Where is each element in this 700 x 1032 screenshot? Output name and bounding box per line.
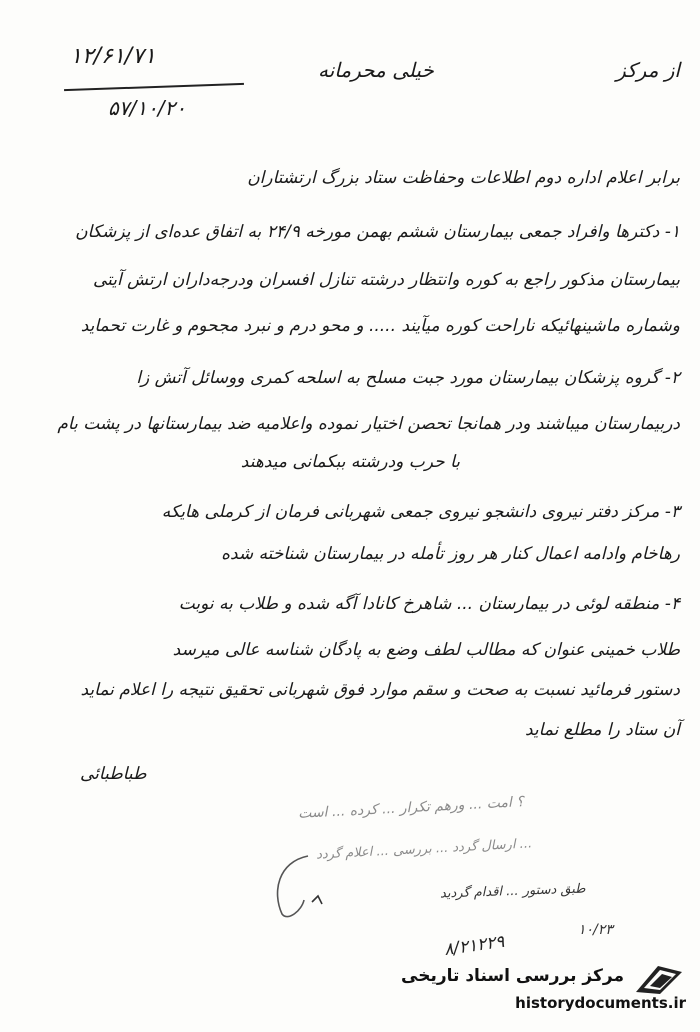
archive-watermark (401, 960, 700, 1032)
body-line: دربیمارستان میباشند ودر همانجا تحصن اختیار نموده واعلامیه ضد بیمارستانها در پشت بام (57, 414, 680, 434)
pen-annotation-date: ۱۰/۲۳ (578, 922, 613, 938)
body-line: وشماره ماشینهائیکه ناراحت کوره میآیند ..... و محو درم و نبرد مجحوم و غارت تحماید (80, 316, 680, 336)
body-line: ۲- گروه پزشکان بیمارستان مورد جبت مسلح به اسلحه کمری ووسائل آتش زا (136, 368, 680, 388)
archive-number: ۸/۲۱۲۲۹ (442, 931, 506, 961)
archive-logo-icon (632, 962, 686, 996)
signature: طباطبائی (80, 764, 147, 784)
classification-label: خیلی محرمانه (318, 58, 434, 82)
reference-divider (64, 83, 244, 91)
archive-website: historydocuments.ir (515, 994, 686, 1012)
body-line: ۴- منطقه لوئی در بیمارستان ... شاهرخ کانادا آگه شده و طلاب به نوبت (178, 594, 680, 614)
pencil-annotation: ؟ امت ... ورهم تکرار ... کرده ... است (297, 794, 525, 822)
body-line: با حرب ودرشته ببکمانی میدهند (240, 452, 460, 472)
archive-center-name: مرکز بررسی اسناد تاریخی (401, 966, 624, 986)
body-line: آن ستاد را مطلع نماید (524, 720, 680, 740)
body-line: رهاخام وادامه اعمال کنار هر روز تأمله در بیمارستان شناخته شده (221, 544, 680, 564)
body-line: ۱- دکترها وافراد جمعی بیمارستان ششم بهمن مورخه ۲۴/۹ به اتفاق عده‌ای از پزشکان (75, 222, 680, 242)
pencil-annotation: ... ارسال گردد ... بررسی ... اعلام گردد (315, 836, 533, 863)
handwritten-mark (268, 852, 328, 922)
body-line: برابر اعلام اداره دوم اطلاعات وحفاظت ستاد بزرگ ارتشتاران (247, 168, 680, 188)
body-line: دستور فرمائید نسبت به صحت و سقم موارد فوق شهربانی تحقیق نتیجه را اعلام نماید (80, 680, 680, 700)
body-line: ۳- مرکز دفتر نیروی دانشجو نیروی جمعی شهربانی فرمان از کرملی هایکه (161, 502, 680, 522)
header-from: از مرکز (616, 58, 680, 82)
reference-number: ۱۲/۶۱/۷۱ (70, 44, 156, 69)
pen-annotation: طبق دستور ... اقدام گردید (439, 881, 586, 902)
letter-date: ۵۷/۱۰/۲۰ (108, 96, 186, 120)
body-line: بیمارستان مذکور راجع به کوره وانتظار درشته تنازل افسران ودرجه‌داران ارتش آیتی (92, 270, 680, 290)
body-line: طلاب خمینی عنوان که مطالب لطف وضع به پادگان شناسه عالی میرسد (172, 640, 680, 660)
